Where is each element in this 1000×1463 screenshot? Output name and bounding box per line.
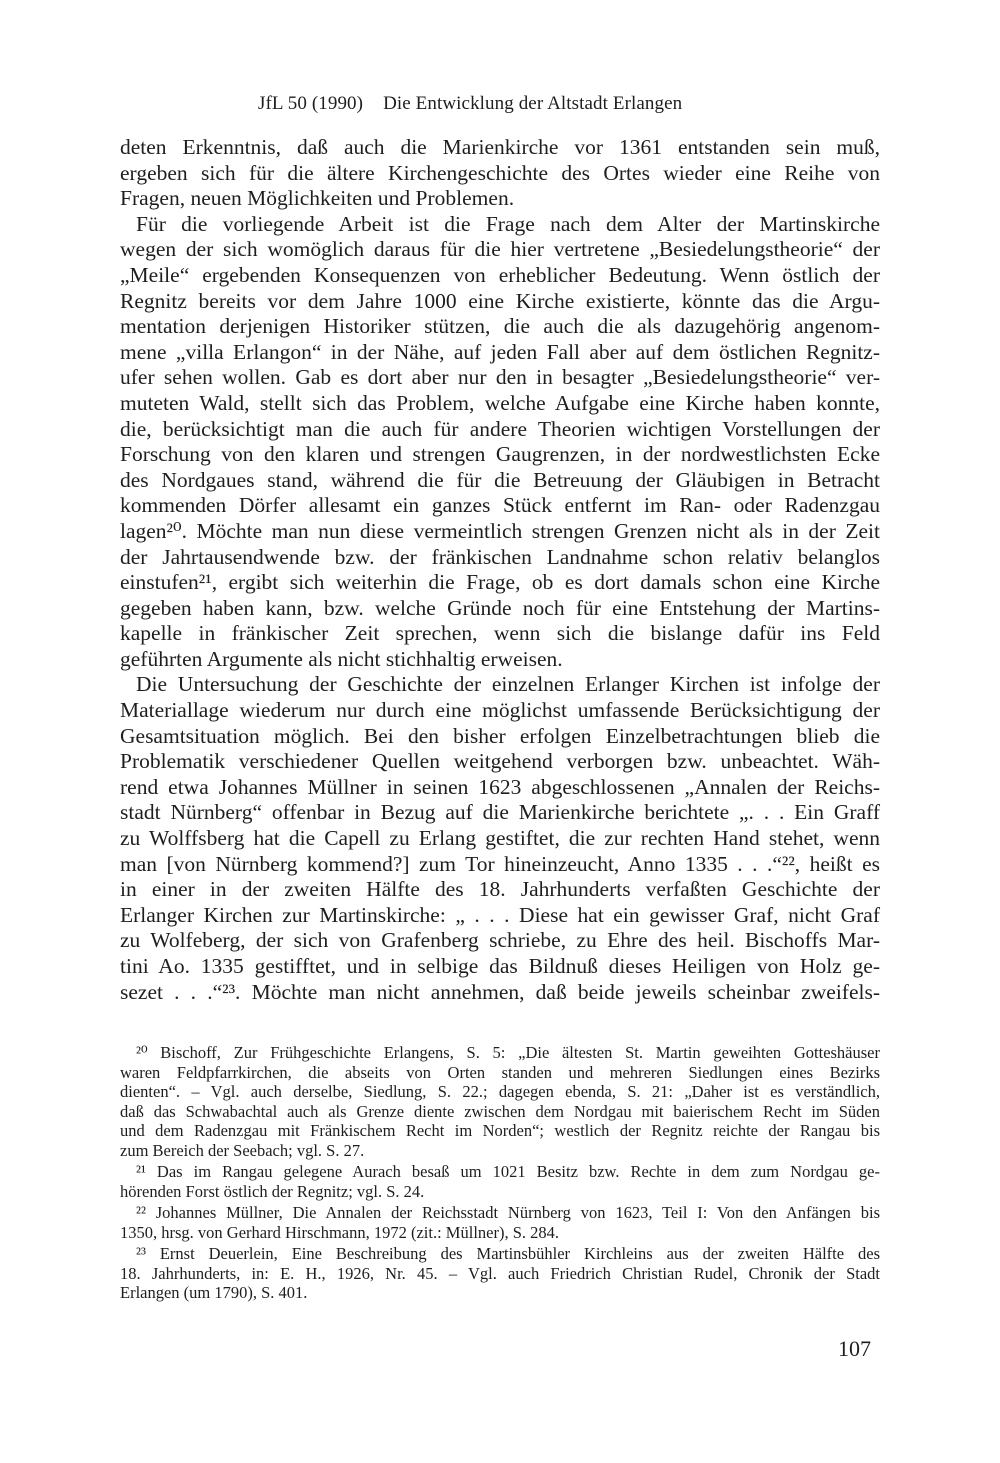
footnote-line: 18. Jahrhunderts, in: E. H., 1926, Nr. 45. – Vgl. auch Friedrich Christian Rudel, Chronik der Stadt	[120, 1263, 880, 1283]
body-line: mentation derjenigen Historiker stützen, die auch die als dazugehörig angenom-	[120, 314, 880, 339]
body-line: Gesamtsituation möglich. Bei den bisher erfolgen Einzelbetrachtungen blieb die	[120, 723, 880, 748]
body-line: wegen der sich womöglich daraus für die hier vertretene „Besiedelungstheorie“ der	[120, 237, 880, 262]
footnote-line: waren Feldpfarrkirchen, die abseits von Orten standen und mehreren Siedlungen eines Bezirks	[120, 1062, 880, 1082]
footnote-line: Erlangen (um 1790), S. 401.	[120, 1283, 308, 1302]
body-line: rend etwa Johannes Müllner in seinen 1623 abgeschlossenen „Annalen der Reichs-	[120, 774, 880, 799]
body-line: zu Wolffsberg hat die Capell zu Erlang gestiftet, die zur rechten Hand stehet, wenn	[120, 826, 880, 851]
body-line: Problematik verschiedener Quellen weitgehend verborgen bzw. unbeachtet. Wäh-	[120, 749, 880, 774]
body-line: der Jahrtausendwende bzw. der fränkischen Landnahme schon relativ belanglos	[120, 544, 880, 569]
footnote-22	[120, 1203, 880, 1242]
body-line: in einer in der zweiten Hälfte des 18. Jahrhunderts verfaßten Geschichte der	[120, 877, 880, 902]
footnote-21	[120, 1162, 880, 1201]
body-line: lagen²⁰. Möchte man nun diese vermeintlich strengen Grenzen nicht als in der Zeit	[120, 518, 880, 543]
article-title: Die Entwicklung der Altstadt Erlangen	[383, 93, 683, 114]
body-line: kommenden Dörfer allesamt ein ganzes Stück entfernt im Ran- oder Radenzgau	[120, 493, 880, 518]
body-line: gegeben haben kann, bzw. welche Gründe noch für eine Entstehung der Martins-	[120, 595, 880, 620]
body-line: „Meile“ ergebenden Konsequenzen von erheblicher Bedeutung. Wenn östlich der	[120, 262, 880, 287]
running-head	[258, 92, 682, 116]
body-line: des Nordgaues stand, während die für die Betreuung der Gläubigen in Betracht	[120, 467, 880, 492]
body-line: mene „villa Erlangon“ in der Nähe, auf jeden Fall aber auf dem östlichen Regnitz-	[120, 339, 880, 364]
body-line: kapelle in fränkischer Zeit sprechen, wenn sich die bislange dafür ins Feld	[120, 621, 880, 646]
body-line: Die Untersuchung der Geschichte der einzelnen Erlanger Kirchen ist infolge der	[136, 672, 880, 697]
body-line: Fragen, neuen Möglichkeiten und Problemen.	[120, 186, 515, 211]
body-line: muteten Wald, stellt sich das Problem, welche Aufgabe eine Kirche haben konnte,	[120, 390, 880, 415]
body-line: ufer sehen wollen. Gab es dort aber nur den in besagter „Besiedelungstheorie“ ver-	[120, 365, 880, 390]
body-line: Für die vorliegende Arbeit ist die Frage nach dem Alter der Martinskirche	[136, 211, 880, 236]
body-line: die, berücksichtigt man die auch für andere Theorien wichtigen Vorstellungen der	[120, 416, 880, 441]
footnote-line: und dem Radenzgau mit Fränkischem Recht im Norden“; westlich der Regnitz reichte der Rangau bis	[120, 1121, 880, 1140]
body-line: Forschung von den klaren und strengen Gaugrenzen, in der nordwestlichsten Ecke	[120, 442, 880, 467]
footnote-line: hörenden Forst östlich der Regnitz; vgl. S. 24.	[120, 1181, 425, 1201]
body-line: ergeben sich für die ältere Kirchengeschichte des Ortes wieder eine Reihe von	[120, 160, 880, 185]
body-line: Regnitz bereits vor dem Jahre 1000 eine Kirche existierte, könnte das die Argu-	[120, 288, 880, 313]
body-line: Erlanger Kirchen zur Martinskirche: „ . . . Diese hat ein gewisser Graf, nicht Graf	[120, 902, 880, 927]
body-line: einstufen²¹, ergibt sich weiterhin die Frage, ob es dort damals schon eine Kirche	[120, 570, 880, 595]
footnote-line: ²⁰ Bischoff, Zur Frühgeschichte Erlangens, S. 5: „Die ältesten St. Martin geweihten Gotteshäuser	[136, 1043, 880, 1062]
body-line: stadt Nürnberg“ offenbar in Bezug auf die Marienkirche berichtete „. . . Ein Graff	[120, 800, 880, 825]
footnote-line: ²³ Ernst Deuerlein, Eine Beschreibung des Martinsbühler Kirchleins aus der zweiten Hälfte des	[136, 1244, 880, 1263]
body-line: zu Wolfeberg, der sich von Grafenberg schriebe, zu Ehre des heil. Bischoffs Mar-	[120, 928, 880, 953]
body-line: man [von Nürnberg kommend?] zum Tor hineinzeucht, Anno 1335 . . .“²², heißt es	[120, 851, 880, 876]
page-number: 107	[838, 1336, 871, 1361]
footnote-line: daß das Schwabachtal auch als Grenze diente zwischen dem Nordgau mit baierischem Recht im Süden	[120, 1101, 880, 1121]
body-line: Materiallage wiederum nur durch eine möglichst umfassende Berücksichtigung der	[120, 698, 880, 723]
footnote-line: zum Bereich der Seebach; vgl. S. 27.	[120, 1140, 365, 1160]
footnote-line: 1350, hrsg. von Gerhard Hirschmann, 1972 (zit.: Müllner), S. 284.	[120, 1222, 560, 1242]
footnote-line: dienten“. – Vgl. auch derselbe, Siedlung, S. 22.; dagegen ebenda, S. 21: „Daher ist es verständlich,	[120, 1082, 880, 1101]
body-line: tini Ao. 1335 gestifftet, und in selbige das Bildnuß dieses Heiligen von Holz ge-	[120, 954, 880, 978]
body-text	[120, 135, 880, 1005]
footnote-line: ²¹ Das im Rangau gelegene Aurach besaß um 1021 Besitz bzw. Rechte in dem zum Nordgau ge-	[136, 1162, 880, 1181]
body-line: deten Erkenntnis, daß auch die Marienkirche vor 1361 entstanden sein muß,	[120, 135, 880, 159]
footnote-20	[120, 1043, 880, 1160]
footnote-line: ²² Johannes Müllner, Die Annalen der Reichsstadt Nürnberg von 1623, Teil I: Von den Anfängen bis	[136, 1203, 880, 1222]
body-line: sezet . . .“²³. Möchte man nicht annehmen, daß beide jeweils scheinbar zweifels-	[120, 979, 880, 1004]
footnote-23	[120, 1244, 880, 1303]
footnotes	[120, 1043, 880, 1303]
body-line: geführten Argumente als nicht stichhaltig erweisen.	[120, 646, 563, 671]
journal-reference: JfL 50 (1990)	[258, 93, 364, 114]
